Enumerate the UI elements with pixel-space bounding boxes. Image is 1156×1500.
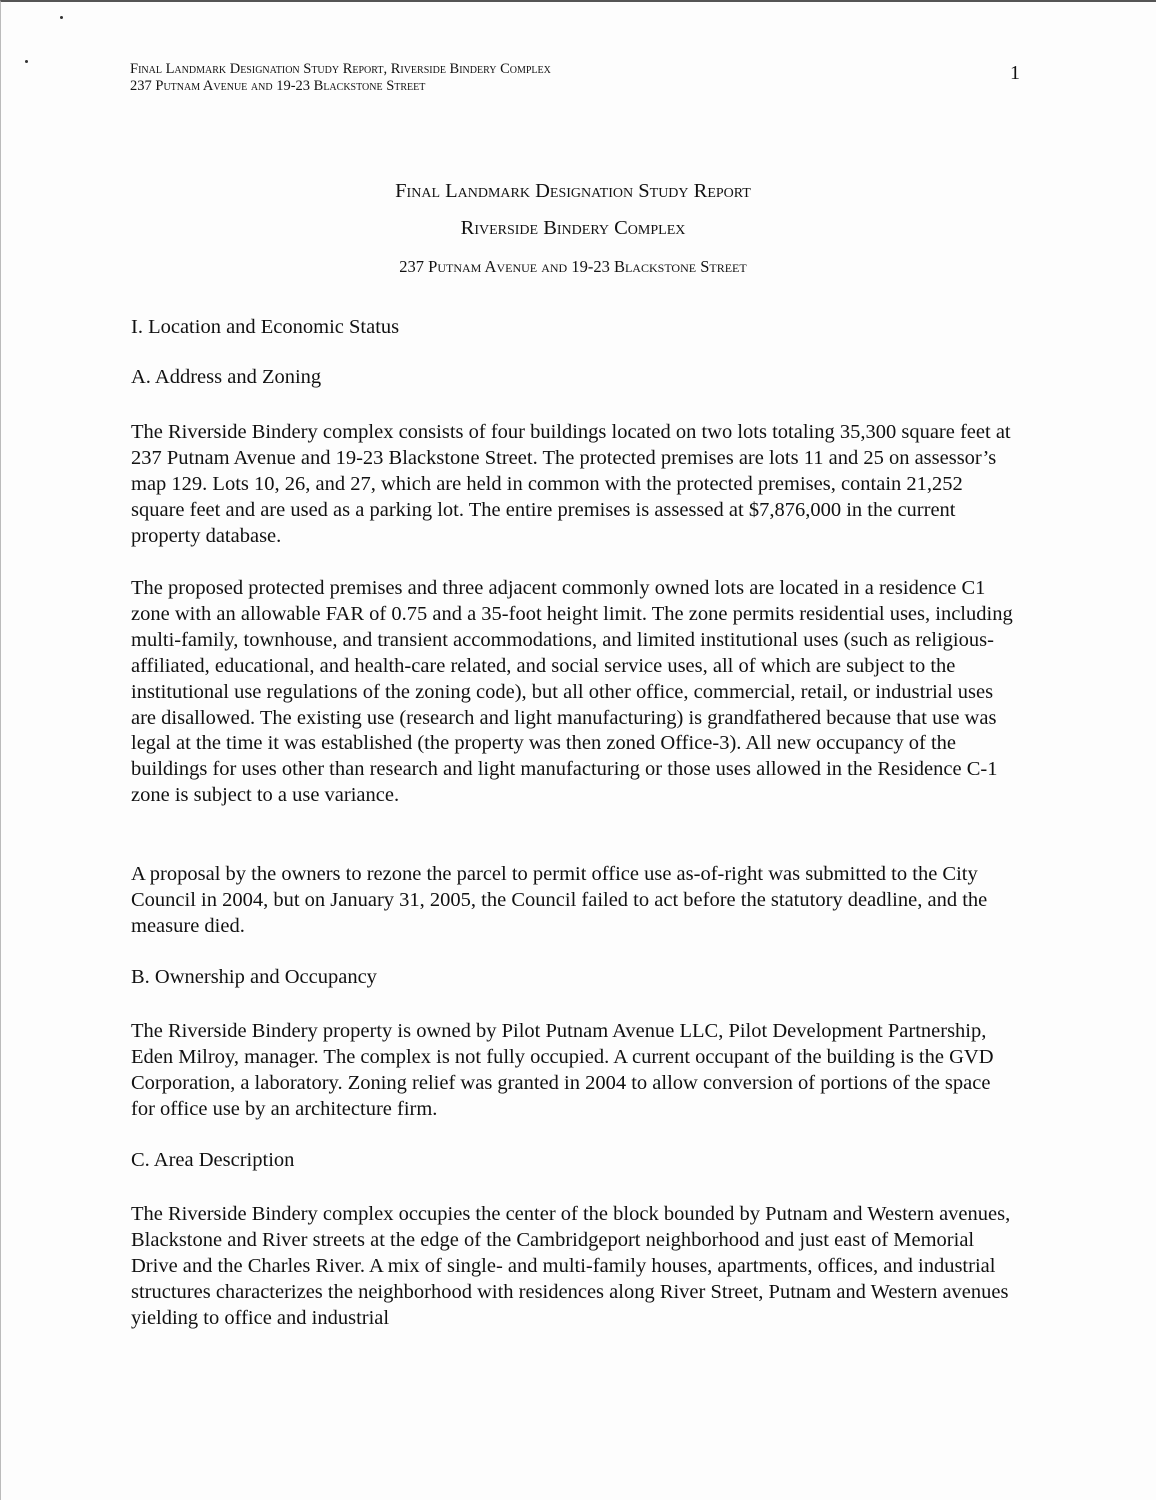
subsection-heading-b: B. Ownership and Occupancy: [131, 966, 377, 988]
paragraph: The Riverside Bindery complex consists of four buildings located on two lots totaling 35,300 square feet at 237 Putnam Avenue and 19-23 Blackstone Street. The protected premises are lots 11 and 25 on assessor’s map 129. Lots 10, 26, and 27, which are held in common with the protected premises, contain 21,252 square feet and are used as a parking lot. The entire premises is assessed at $7,876,000 in the current property database.: [131, 421, 1011, 547]
running-header: [130, 61, 1030, 95]
paragraph: The Riverside Bindery complex occupies the center of the block bounded by Putnam and Western avenues, Blackstone and River streets at the edge of the Cambridgeport neighborhood and just east of Memorial Drive and the Charles River. A mix of single- and multi-family houses, apartments, offices, and industrial structures characterizes the neighborhood with residences along River Street, Putnam and Western avenues yielding to office and industrial: [131, 1203, 1011, 1329]
section-heading: I. Location and Economic Status: [131, 316, 400, 338]
paragraph: The Riverside Bindery property is owned by Pilot Putnam Avenue LLC, Pilot Development Partnership, Eden Milroy, manager. The complex is not fully occupied. A current occupant of the building is the GVD Corporation, a laboratory. Zoning relief was granted in 2004 to allow conversion of portions of the space for office use by an architecture firm.: [131, 1020, 994, 1120]
scan-speck: [25, 60, 28, 63]
running-header-line-2: 237 Putnam Avenue and 19-23 Blackstone Street: [130, 78, 426, 94]
scan-speck: [60, 16, 63, 19]
subsection-heading-c: C. Area Description: [131, 1149, 295, 1171]
page-number: 1: [1010, 62, 1020, 84]
subsection-heading-a: A. Address and Zoning: [131, 366, 322, 388]
paragraph: A proposal by the owners to rezone the parcel to permit office use as-of-right was submitted to the City Council in 2004, but on January 31, 2005, the Council failed to act before the statutory deadline, and the measure died.: [131, 863, 988, 937]
running-header-line-1: Final Landmark Designation Study Report, Riverside Bindery Complex: [130, 61, 551, 77]
document-address: 237 Putnam Avenue and 19-23 Blackstone Street: [399, 257, 747, 276]
paragraph: The proposed protected premises and three adjacent commonly owned lots are located in a residence C1 zone with an allowable FAR of 0.75 and a 35-foot height limit. The zone permits residential uses, including multi-family, townhouse, and transient accommodations, and limited institutional uses (such as religious-affiliated, educational, and health-care related, and social service uses, all of which are subject to the institutional use regulations of the zoning code), but all other office, commercial, retail, or industrial uses are disallowed. The existing use (research and light manufacturing) is grandfathered because that use was legal at the time it was established (the property was then zoned Office-3). All new occupancy of the buildings for uses other than research and light manufacturing or those uses allowed in the Residence C-1 zone is subject to a use variance.: [131, 577, 1013, 807]
document-subtitle: Riverside Bindery Complex: [460, 217, 686, 239]
document-title: Final Landmark Designation Study Report: [395, 180, 751, 202]
